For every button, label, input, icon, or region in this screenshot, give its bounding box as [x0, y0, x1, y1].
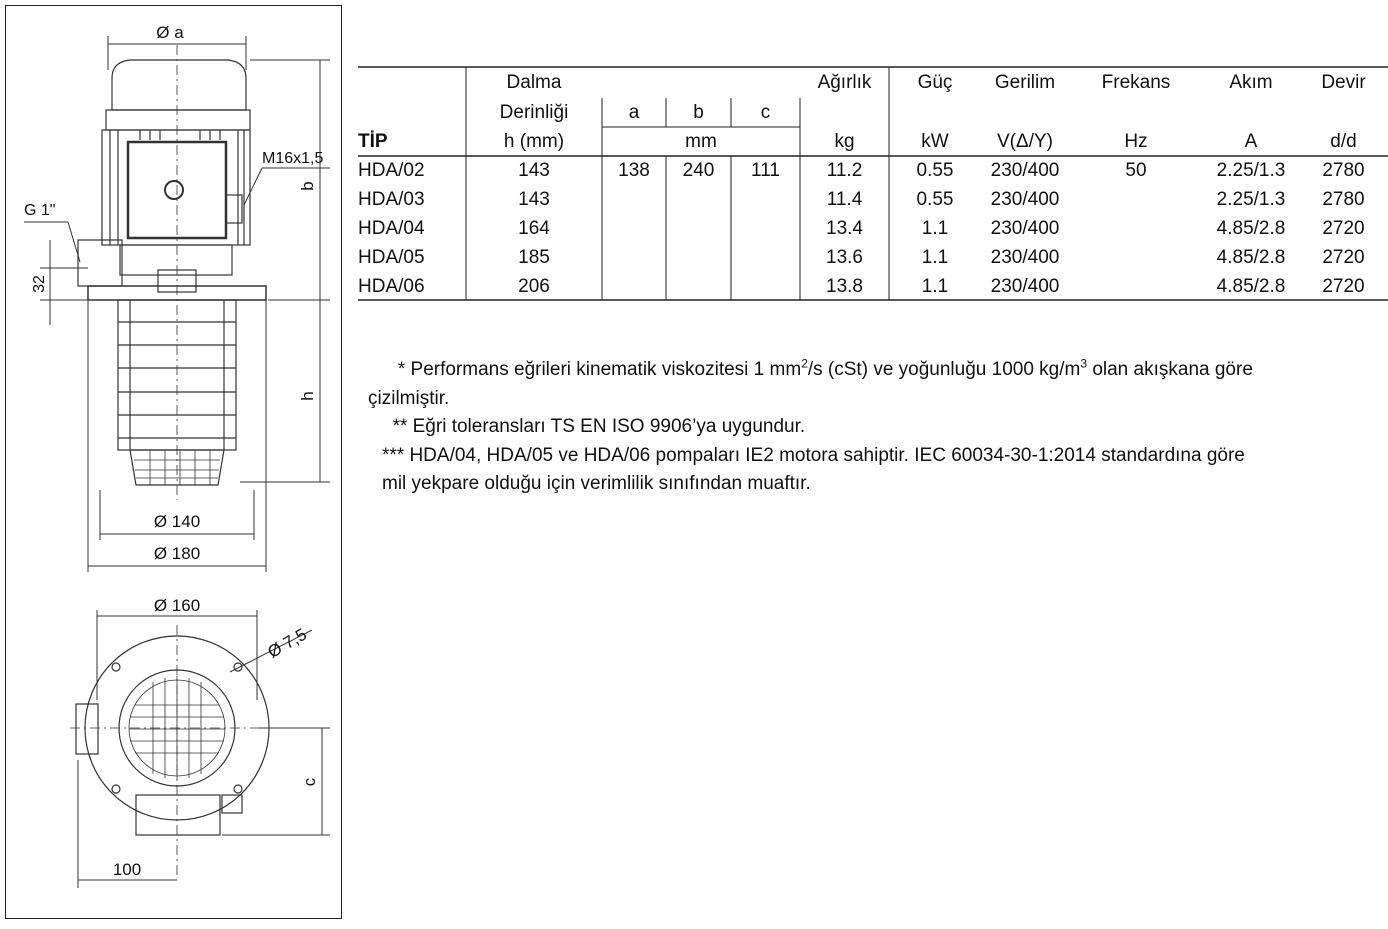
- bolt-hole: [112, 663, 120, 671]
- header-a: a: [628, 101, 640, 123]
- cell-b: 240: [682, 159, 715, 181]
- note-1-text-mid: /s (cSt) ve yoğunluğu 1000 kg/m: [807, 359, 1081, 380]
- bottom-view: [70, 625, 330, 878]
- cell-amp: 4.85/2.8: [1216, 246, 1286, 268]
- note-3: *** HDA/04, HDA/05 ve HDA/06 pompaları IE2 motora sahiptir. IEC 60034-30-1:2014 standardına göre: [382, 444, 1245, 466]
- header-tip: TİP: [358, 130, 388, 152]
- cell-hz: [1069, 214, 1203, 243]
- cell-kg: 11.2: [826, 159, 863, 181]
- bolt-hole: [234, 785, 242, 793]
- notes: [368, 356, 1372, 499]
- cell-a: [602, 272, 666, 301]
- note-1-text: * Performans eğrileri kinematik viskozitesi 1 mm: [397, 359, 802, 380]
- note-1-sup: 2: [801, 356, 808, 371]
- cell-b: [666, 214, 731, 243]
- cell-h: 143: [518, 159, 550, 181]
- cell-rpm: 2720: [1322, 275, 1365, 297]
- header-c: c: [760, 101, 771, 123]
- cell-hz: [1069, 185, 1203, 214]
- cell-kw: 1.1: [921, 246, 949, 268]
- table-row: [358, 214, 1388, 243]
- cell-tip: HDA/03: [358, 188, 425, 210]
- cell-hz: [1069, 272, 1203, 301]
- cell-tip: HDA/05: [358, 246, 425, 268]
- cell-amp: 4.85/2.8: [1216, 217, 1286, 239]
- header-mm: mm: [685, 130, 717, 152]
- dim-c-label: c: [300, 777, 319, 787]
- cell-h: 185: [518, 246, 550, 268]
- cell-hz: [1069, 243, 1203, 272]
- table-row: [358, 185, 1388, 214]
- note-1-sup2: 3: [1080, 356, 1088, 371]
- header-amp: A: [1244, 130, 1258, 152]
- dim-100-label: 100: [112, 860, 142, 879]
- table-row: [358, 243, 1388, 272]
- cell-kg: 13.4: [826, 217, 863, 239]
- cell-h: 143: [518, 188, 550, 210]
- cell-tip: HDA/04: [358, 217, 425, 239]
- motor-fan-band: [106, 110, 250, 130]
- cell-kw: 0.55: [916, 159, 954, 181]
- cell-rpm: 2780: [1322, 188, 1365, 210]
- header-agirlik: Ağırlık: [817, 71, 872, 93]
- header-hmm: h (mm): [503, 130, 565, 152]
- note-2-text: ** Eğri toleransları TS EN ISO 9906’ya uygundur.: [392, 416, 806, 437]
- dim-a-label: Ø a: [156, 23, 184, 42]
- table-row: [358, 156, 1388, 185]
- cell-v: 230/400: [990, 275, 1060, 297]
- cell-tip: HDA/06: [358, 275, 425, 297]
- cell-c: 111: [751, 159, 780, 181]
- dim-140-label: Ø 140: [153, 512, 201, 531]
- cell-v: 230/400: [990, 246, 1060, 268]
- dim-b-label: b: [298, 181, 317, 191]
- cell-v: 230/400: [990, 188, 1060, 210]
- dim-160-label: Ø 160: [153, 596, 201, 615]
- outlet-port: [78, 240, 122, 286]
- header-akim: Akım: [1229, 71, 1273, 93]
- cell-v: 230/400: [990, 159, 1060, 181]
- cell-rpm: 2720: [1322, 217, 1365, 239]
- header-guc: Güç: [917, 71, 953, 93]
- header-frekans: Frekans: [1101, 71, 1171, 93]
- header-dalma: Dalma: [506, 71, 562, 93]
- cell-c: [731, 214, 800, 243]
- bottom-dimension-lines: [78, 610, 330, 888]
- motor-body: [102, 130, 250, 245]
- cable-gland-bottom: [222, 795, 242, 813]
- note-2: [382, 413, 1372, 442]
- header-kw: kW: [921, 130, 949, 152]
- cell-c: [731, 185, 800, 214]
- cell-rpm: 2720: [1322, 246, 1365, 268]
- header-kg: kg: [834, 130, 855, 152]
- cell-v: 230/400: [990, 217, 1060, 239]
- cell-a: [602, 185, 666, 214]
- dim-g1-label: G 1": [24, 202, 56, 219]
- cell-kw: 0.55: [916, 188, 954, 210]
- cell-h: 164: [518, 217, 550, 239]
- cell-amp: 4.85/2.8: [1216, 275, 1286, 297]
- table-body: [358, 156, 1388, 301]
- cell-a: [602, 214, 666, 243]
- cell-b: [666, 243, 731, 272]
- header-devir: Devir: [1321, 71, 1366, 93]
- spec-table: [358, 67, 1388, 301]
- cell-kw: 1.1: [921, 217, 949, 239]
- cell-b: [666, 185, 731, 214]
- header-derinligi: Derinliği: [499, 101, 569, 123]
- cell-amp: 2.25/1.3: [1216, 188, 1286, 210]
- cell-kg: 13.8: [826, 275, 863, 297]
- cell-amp: 2.25/1.3: [1216, 159, 1286, 181]
- cell-a: 138: [618, 159, 650, 181]
- header-hz: Hz: [1124, 130, 1148, 152]
- table-row: [358, 272, 1388, 301]
- header-gerilim: Gerilim: [994, 71, 1056, 93]
- header-v: V(Δ/Y): [997, 130, 1053, 152]
- cell-b: [666, 272, 731, 301]
- note-3-line2: mil yekpare olduğu için verimlilik sınıfından muaftır.: [382, 473, 811, 494]
- cell-a: [602, 243, 666, 272]
- brand-logo-icon: [165, 181, 183, 199]
- note-1: [382, 356, 1372, 385]
- cell-c: [731, 243, 800, 272]
- cell-c: [731, 272, 800, 301]
- bolt-hole: [112, 785, 120, 793]
- header-dd: d/d: [1330, 130, 1357, 152]
- cell-h: 206: [518, 275, 550, 297]
- cell-kw: 1.1: [921, 275, 949, 297]
- cell-hz: 50: [1125, 159, 1147, 181]
- note-1-line2: çizilmiştir.: [368, 387, 450, 409]
- note-1-text-end: olan akışkana göre: [1087, 359, 1253, 380]
- cell-kg: 13.6: [826, 246, 863, 268]
- cell-rpm: 2780: [1322, 159, 1365, 181]
- dim-h-label: h: [298, 391, 317, 401]
- dim-180-label: Ø 180: [153, 544, 201, 563]
- header-b: b: [693, 101, 704, 123]
- cell-kg: 11.4: [826, 188, 863, 210]
- motor-fan-cover: [112, 60, 246, 110]
- dim-32-label: 32: [31, 275, 48, 293]
- dim-m16-label: M16x1,5: [262, 150, 324, 167]
- dim-75-label: Ø 7,5: [264, 624, 311, 662]
- cell-tip: HDA/02: [358, 159, 425, 181]
- cable-gland: [226, 195, 242, 223]
